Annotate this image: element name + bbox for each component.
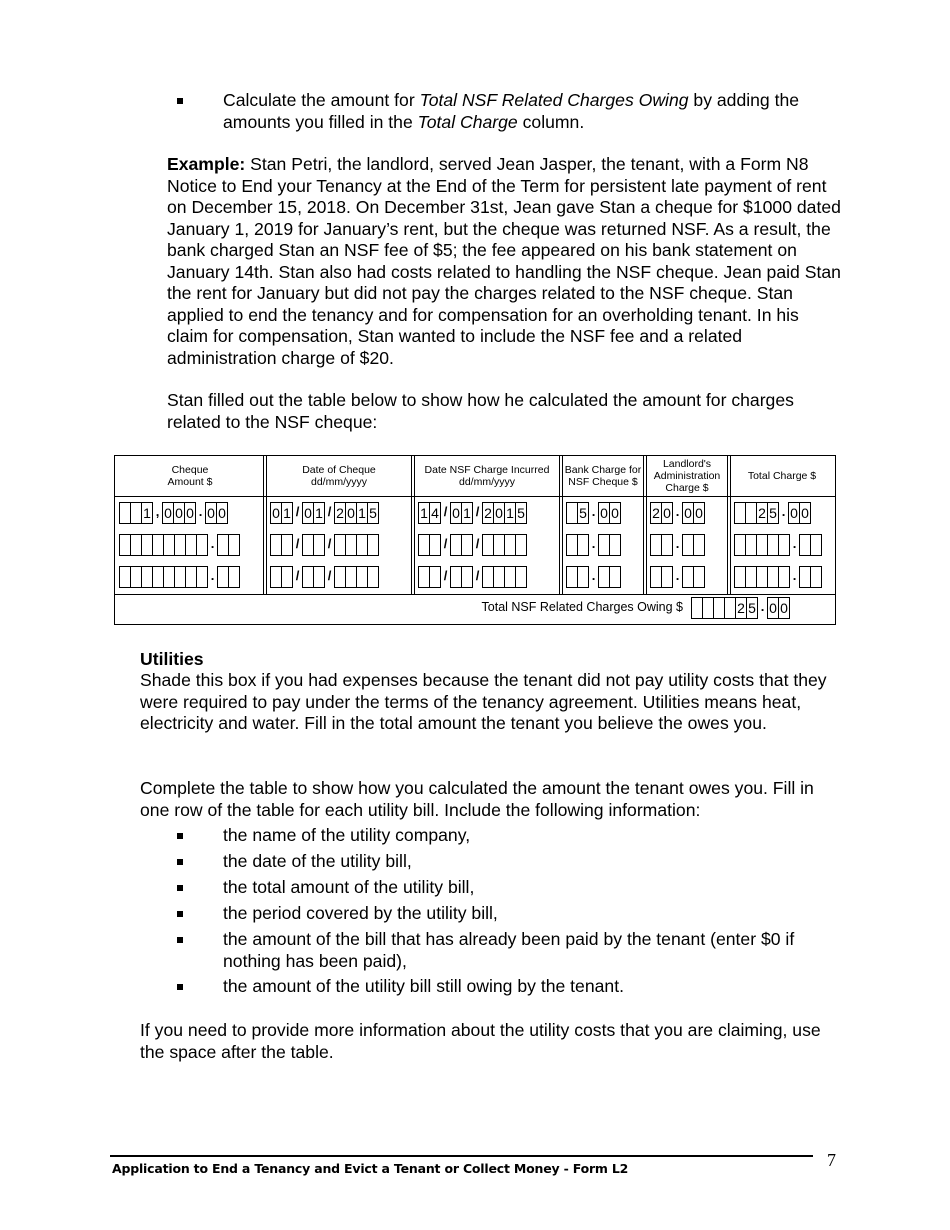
footer-title: Application to End a Tenancy and Evict a Tenant or Collect Money - Form L2 xyxy=(112,1161,629,1176)
utilities-bullet: the total amount of the utility bill, xyxy=(177,877,842,899)
utilities-para3: If you need to provide more information about the utility costs that you are claiming, use the space after the table. xyxy=(140,1020,821,1062)
header-cheque-date: Date of Cheque dd/mm/yyyy xyxy=(302,464,376,488)
bullet-square-icon xyxy=(177,859,183,865)
bullet-square-icon xyxy=(177,833,183,839)
column-divider xyxy=(727,456,728,594)
row2-cheque-date[interactable]: / / xyxy=(270,534,379,556)
row1-nsf-date[interactable]: 1 4 / 0 1 / 2 0 1 5 xyxy=(418,502,527,524)
column-divider xyxy=(411,456,412,594)
row1-cheque-date[interactable]: 0 1 / 0 1 / 2 0 1 5 xyxy=(270,502,379,524)
header-total-charge: Total Charge $ xyxy=(747,470,817,482)
utilities-bullet: the amount of the utility bill still owing by the tenant. xyxy=(177,976,842,998)
row3-cheque-date[interactable]: / / xyxy=(270,566,379,588)
row1-admin-charge[interactable]: 2 0 . 0 0 xyxy=(650,502,705,524)
example-paragraph xyxy=(167,154,842,369)
footer-rule xyxy=(110,1155,813,1157)
column-divider xyxy=(559,456,560,594)
row2-total-charge[interactable]: . xyxy=(734,534,822,556)
utilities-bullet: the amount of the bill that has already been paid by the tenant (enter $0 if nothing has been paid), xyxy=(177,929,842,972)
total-owing-label: Total NSF Related Charges Owing $ xyxy=(481,600,683,614)
row3-total-charge[interactable]: . xyxy=(734,566,822,588)
utilities-para2: Complete the table to show how you calculated the amount the tenant owes you. Fill in one row of the table for each utility bill. Include the following information: xyxy=(140,778,814,820)
row1-total-charge[interactable]: 2 5 . 0 0 xyxy=(734,502,811,524)
instruction-bullet xyxy=(177,90,842,133)
header-nsf-date: Date NSF Charge Incurred dd/mm/yyyy xyxy=(424,464,550,488)
utilities-para1: Shade this box if you had expenses because the tenant did not pay utility costs that they were required to pay under the terms of the tenancy agreement. Utilities means heat, electricity and water. Fill in the total amount the tenant you believe the owes you. xyxy=(140,670,827,733)
row2-admin-charge[interactable]: . xyxy=(650,534,705,556)
row3-admin-charge[interactable]: . xyxy=(650,566,705,588)
column-divider xyxy=(263,456,264,594)
column-divider xyxy=(643,456,644,594)
page-number: 7 xyxy=(827,1150,836,1170)
bullet-square-icon xyxy=(177,937,183,943)
total-owing-value[interactable]: 2 5 . 0 0 xyxy=(691,597,790,619)
row1-cheque-amount[interactable]: 1 , 0 0 0 . 0 0 xyxy=(119,502,228,524)
nsf-charges-table xyxy=(114,455,836,625)
row3-nsf-date[interactable]: / / xyxy=(418,566,527,588)
row1-bank-charge[interactable]: 5 . 0 0 xyxy=(566,502,621,524)
bullet-square-icon xyxy=(177,885,183,891)
example-text: Stan Petri, the landlord, served Jean Jasper, the tenant, with a Form N8 Notice to End your Tenancy at the End of the Term for persistent late payment of rent on December 15, 2018. On December 31st, Jean gave Stan a cheque for $1000 dated January 1, 2019 for January’s rent, but the cheque was returned NSF. As a result, the bank charged Stan an NSF fee of $5; the fee appeared on his bank statement on January 14th. Stan also had costs related to handling the NSF cheque. Jean paid Stan the rent for January but did not pay the charges related to the NSF cheque. Stan applied to end the tenancy and for compensation for an overholding tenant. In his claim for compensation, Stan wanted to include the NSF fee and a related administration charge of $20. xyxy=(167,154,841,368)
rows-divider xyxy=(115,594,835,595)
row2-bank-charge[interactable]: . xyxy=(566,534,621,556)
header-bank-charge: Bank Charge for NSF Cheque $ xyxy=(564,464,642,488)
example-label: Example: xyxy=(167,154,246,174)
table-intro: Stan filled out the table below to show how he calculated the amount for charges related to the NSF cheque: xyxy=(167,390,794,432)
utilities-bullet: the date of the utility bill, xyxy=(177,851,842,873)
utilities-heading: Utilities xyxy=(140,649,204,669)
bullet-square-icon xyxy=(177,98,183,104)
row2-cheque-amount[interactable]: . xyxy=(119,534,240,556)
row3-bank-charge[interactable]: . xyxy=(566,566,621,588)
instruction-text: Calculate the amount for Total NSF Related Charges Owing by adding the amounts you filled in the Total Charge column. xyxy=(223,90,800,132)
bullet-square-icon xyxy=(177,911,183,917)
bullet-square-icon xyxy=(177,984,183,990)
header-admin-charge: Landlord's Administration Charge $ xyxy=(653,458,721,494)
row3-cheque-amount[interactable]: . xyxy=(119,566,240,588)
row2-nsf-date[interactable]: / / xyxy=(418,534,527,556)
utilities-bullet: the period covered by the utility bill, xyxy=(177,903,842,925)
header-cheque-amount: Cheque Amount $ xyxy=(167,464,213,488)
utilities-bullet: the name of the utility company, xyxy=(177,825,842,847)
